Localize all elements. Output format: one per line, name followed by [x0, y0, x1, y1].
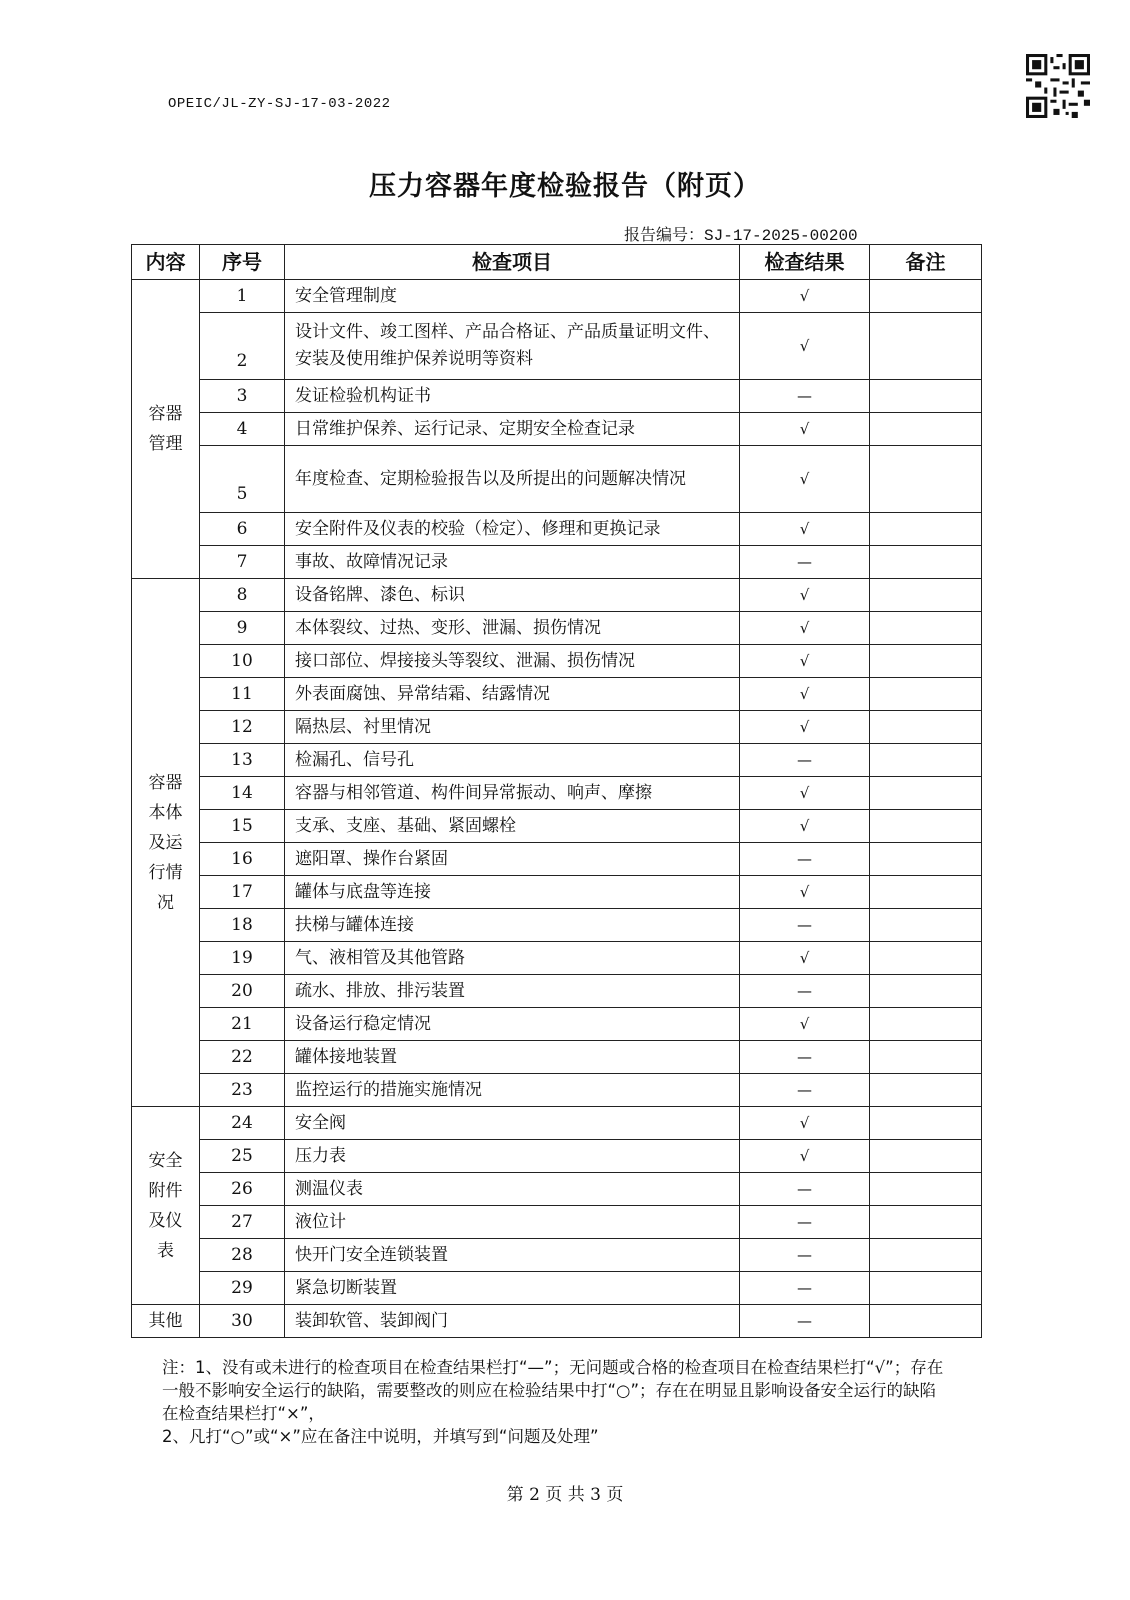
document-code: OPEIC/JL-ZY-SJ-17-03-2022 [168, 96, 391, 112]
remark-cell [870, 1173, 982, 1206]
seq-cell: 20 [200, 975, 285, 1008]
result-cell: — [740, 1305, 870, 1338]
report-title: 压力容器年度检验报告（附页） [369, 171, 761, 202]
report-number-label: 报告编号： [624, 225, 705, 244]
seq-cell: 3 [200, 380, 285, 413]
item-cell: 外表面腐蚀、异常结霜、结露情况 [285, 678, 740, 711]
category-cell: 容器 管理 [132, 280, 200, 579]
table-row [132, 777, 982, 810]
seq-cell: 25 [200, 1140, 285, 1173]
table-row [132, 1239, 982, 1272]
result-cell: √ [740, 1008, 870, 1041]
result-cell: — [740, 1272, 870, 1305]
remark-cell [870, 1272, 982, 1305]
table-row [132, 579, 982, 612]
result-cell: √ [740, 777, 870, 810]
remark-cell [870, 876, 982, 909]
page-number: 第 2 页 共 3 页 [506, 1485, 624, 1505]
table-row [132, 711, 982, 744]
remark-cell [870, 413, 982, 446]
item-cell: 安全附件及仪表的校验（检定）、修理和更换记录 [285, 513, 740, 546]
remark-cell [870, 1107, 982, 1140]
table-row [132, 546, 982, 579]
item-cell: 遮阳罩、操作台紧固 [285, 843, 740, 876]
result-cell: √ [740, 876, 870, 909]
remark-cell [870, 1206, 982, 1239]
seq-cell: 6 [200, 513, 285, 546]
table-row [132, 810, 982, 843]
table-row [132, 1206, 982, 1239]
result-cell: — [740, 975, 870, 1008]
remark-cell [870, 546, 982, 579]
result-cell: √ [740, 513, 870, 546]
item-cell: 液位计 [285, 1206, 740, 1239]
table-row [132, 380, 982, 413]
remark-cell [870, 280, 982, 313]
table-row [132, 513, 982, 546]
seq-cell: 28 [200, 1239, 285, 1272]
table-row [132, 313, 982, 380]
result-cell: — [740, 1173, 870, 1206]
remark-cell [870, 909, 982, 942]
header-remark: 备注 [870, 245, 982, 280]
table-row [132, 909, 982, 942]
seq-cell: 19 [200, 942, 285, 975]
item-cell: 疏水、排放、排污装置 [285, 975, 740, 1008]
remark-cell [870, 579, 982, 612]
report-number-value: SJ-17-2025-00200 [704, 227, 858, 245]
table-row [132, 678, 982, 711]
seq-cell: 24 [200, 1107, 285, 1140]
seq-cell: 12 [200, 711, 285, 744]
item-cell: 设备铭牌、漆色、标识 [285, 579, 740, 612]
remark-cell [870, 645, 982, 678]
result-cell: √ [740, 645, 870, 678]
seq-cell: 26 [200, 1173, 285, 1206]
item-cell: 发证检验机构证书 [285, 380, 740, 413]
table-row [132, 942, 982, 975]
seq-cell: 18 [200, 909, 285, 942]
seq-cell: 9 [200, 612, 285, 645]
table-row [132, 975, 982, 1008]
remark-cell [870, 843, 982, 876]
table-header-row [132, 245, 982, 280]
notes [162, 1356, 952, 1448]
item-cell: 隔热层、衬里情况 [285, 711, 740, 744]
item-cell: 快开门安全连锁装置 [285, 1239, 740, 1272]
item-cell: 压力表 [285, 1140, 740, 1173]
item-cell: 设备运行稳定情况 [285, 1008, 740, 1041]
remark-cell [870, 1140, 982, 1173]
result-cell: — [740, 744, 870, 777]
seq-cell: 15 [200, 810, 285, 843]
table-row [132, 1272, 982, 1305]
table-row [132, 1041, 982, 1074]
remark-cell [870, 446, 982, 513]
remark-cell [870, 380, 982, 413]
item-cell: 气、液相管及其他管路 [285, 942, 740, 975]
remark-cell [870, 975, 982, 1008]
table-row [132, 1074, 982, 1107]
seq-cell: 5 [200, 446, 285, 513]
remark-cell [870, 1074, 982, 1107]
seq-cell: 17 [200, 876, 285, 909]
table-row [132, 280, 982, 313]
table-body [132, 280, 982, 1338]
item-cell: 年度检查、定期检验报告以及所提出的问题解决情况 [285, 446, 740, 513]
table-row [132, 1107, 982, 1140]
category-cell: 容器 本体 及运 行情 况 [132, 579, 200, 1107]
remark-cell [870, 678, 982, 711]
seq-cell: 1 [200, 280, 285, 313]
remark-cell [870, 313, 982, 380]
result-cell: √ [740, 810, 870, 843]
seq-cell: 23 [200, 1074, 285, 1107]
item-cell: 接口部位、焊接接头等裂纹、泄漏、损伤情况 [285, 645, 740, 678]
remark-cell [870, 744, 982, 777]
item-cell: 罐体与底盘等连接 [285, 876, 740, 909]
seq-cell: 7 [200, 546, 285, 579]
table-row [132, 1173, 982, 1206]
remark-cell [870, 1305, 982, 1338]
remark-cell [870, 1041, 982, 1074]
result-cell: — [740, 1206, 870, 1239]
remark-cell [870, 777, 982, 810]
table-row [132, 1305, 982, 1338]
item-cell: 扶梯与罐体连接 [285, 909, 740, 942]
item-cell: 装卸软管、装卸阀门 [285, 1305, 740, 1338]
seq-cell: 13 [200, 744, 285, 777]
seq-cell: 27 [200, 1206, 285, 1239]
seq-cell: 21 [200, 1008, 285, 1041]
item-cell: 设计文件、竣工图样、产品合格证、产品质量证明文件、安装及使用维护保养说明等资料 [285, 313, 740, 380]
seq-cell: 22 [200, 1041, 285, 1074]
result-cell: — [740, 380, 870, 413]
header-seq: 序号 [200, 245, 285, 280]
table-row [132, 612, 982, 645]
item-cell: 事故、故障情况记录 [285, 546, 740, 579]
result-cell: √ [740, 579, 870, 612]
item-cell: 容器与相邻管道、构件间异常振动、响声、摩擦 [285, 777, 740, 810]
item-cell: 紧急切断装置 [285, 1272, 740, 1305]
seq-cell: 16 [200, 843, 285, 876]
result-cell: — [740, 1239, 870, 1272]
seq-cell: 30 [200, 1305, 285, 1338]
result-cell: √ [740, 942, 870, 975]
table-row [132, 413, 982, 446]
item-cell: 本体裂纹、过热、变形、泄漏、损伤情况 [285, 612, 740, 645]
table-row [132, 843, 982, 876]
report-number [624, 222, 858, 245]
seq-cell: 10 [200, 645, 285, 678]
item-cell: 检漏孔、信号孔 [285, 744, 740, 777]
seq-cell: 11 [200, 678, 285, 711]
seq-cell: 2 [200, 313, 285, 380]
result-cell: √ [740, 612, 870, 645]
result-cell: √ [740, 446, 870, 513]
note-1: 注：1、没有或未进行的检查项目在检查结果栏打“—”；无问题或合格的检查项目在检查结果栏打“√”；存在一般不影响安全运行的缺陷，需要整改的则应在检验结果中打“○”；存在在明显且影响设备安全运行的缺陷在检查结果栏打“×”， [162, 1358, 944, 1423]
result-cell: — [740, 843, 870, 876]
item-cell: 安全管理制度 [285, 280, 740, 313]
item-cell: 安全阀 [285, 1107, 740, 1140]
table-row [132, 645, 982, 678]
remark-cell [870, 513, 982, 546]
result-cell: √ [740, 313, 870, 380]
result-cell: √ [740, 280, 870, 313]
note-2: 2、凡打“○”或“×”应在备注中说明，并填写到“问题及处理” [162, 1427, 599, 1446]
result-cell: √ [740, 711, 870, 744]
table-row [132, 744, 982, 777]
category-cell: 安全 附件 及仪 表 [132, 1107, 200, 1305]
seq-cell: 14 [200, 777, 285, 810]
table-row [132, 1140, 982, 1173]
remark-cell [870, 942, 982, 975]
result-cell: √ [740, 1107, 870, 1140]
item-cell: 测温仪表 [285, 1173, 740, 1206]
table-row [132, 1008, 982, 1041]
table-row [132, 876, 982, 909]
inspection-table [131, 244, 982, 1338]
item-cell: 监控运行的措施实施情况 [285, 1074, 740, 1107]
remark-cell [870, 810, 982, 843]
table-row [132, 446, 982, 513]
result-cell: — [740, 1074, 870, 1107]
result-cell: √ [740, 678, 870, 711]
item-cell: 日常维护保养、运行记录、定期安全检查记录 [285, 413, 740, 446]
result-cell: — [740, 1041, 870, 1074]
seq-cell: 8 [200, 579, 285, 612]
item-cell: 支承、支座、基础、紧固螺栓 [285, 810, 740, 843]
seq-cell: 29 [200, 1272, 285, 1305]
remark-cell [870, 711, 982, 744]
result-cell: √ [740, 1140, 870, 1173]
seq-cell: 4 [200, 413, 285, 446]
header-category: 内容 [132, 245, 200, 280]
header-result: 检查结果 [740, 245, 870, 280]
remark-cell [870, 612, 982, 645]
qr-code [1026, 52, 1090, 120]
header-item: 检查项目 [285, 245, 740, 280]
result-cell: √ [740, 413, 870, 446]
remark-cell [870, 1008, 982, 1041]
result-cell: — [740, 546, 870, 579]
result-cell: — [740, 909, 870, 942]
category-cell: 其他 [132, 1305, 200, 1338]
item-cell: 罐体接地装置 [285, 1041, 740, 1074]
remark-cell [870, 1239, 982, 1272]
